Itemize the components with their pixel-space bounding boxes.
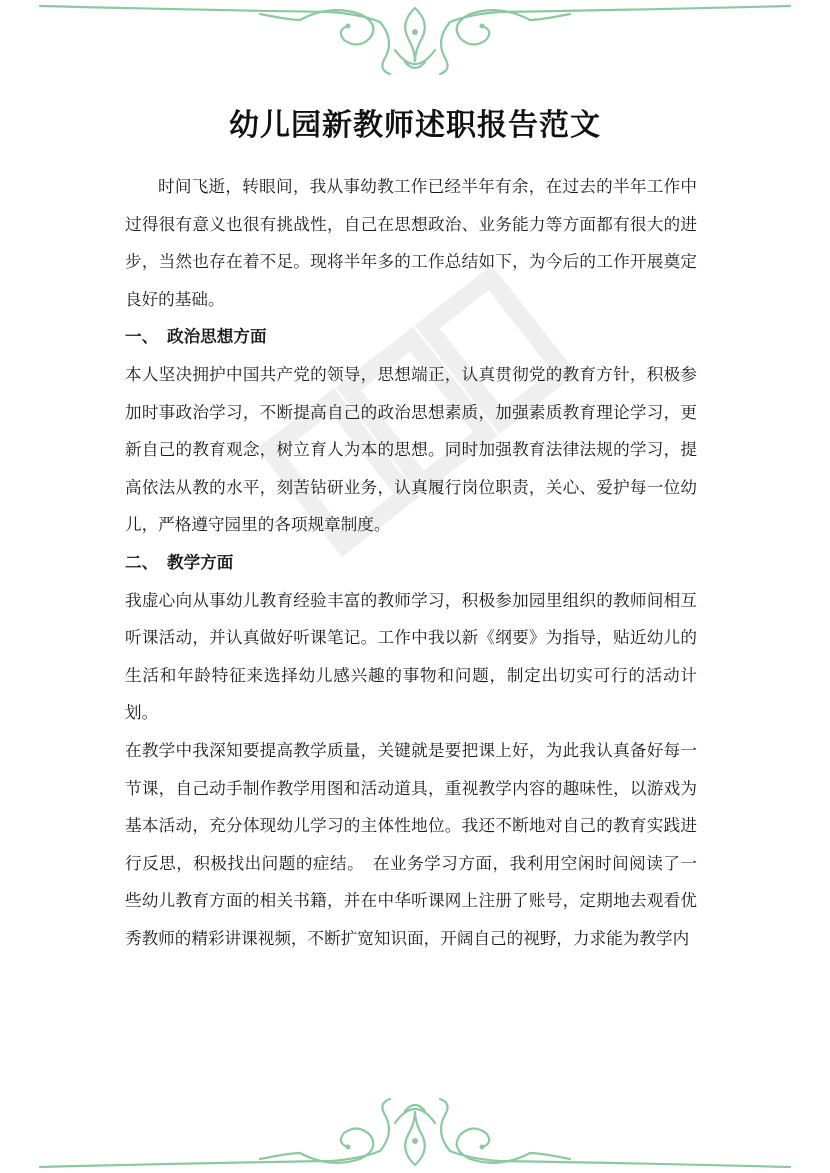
section-heading-text: 政治思想方面 (167, 327, 267, 347)
section-heading-text: 教学方面 (167, 552, 234, 572)
document-title: 幼儿园新教师述职报告范文 (229, 108, 601, 143)
section-number: 二、 (125, 552, 159, 572)
body-paragraph: 在教学中我深知要提高教学质量，关键就是要把课上好，为此我认真备好每一节课，自己动手制作教学用图和活动道具，重视教学内容的趣味性，以游戏为基本活动，充分体现幼儿学习的主体性地位。我还不断地对自己的教育实践进行反思，积极找出问题的症结。 在业务学习方面，我利用空闲时间阅读了一些幼儿教育方面的相关书籍，并在中华听课网上注册了账号，定期地去观看优秀教师的精彩讲课视频，不断扩宽知识面，开阔自己的视野，力求能为教学内 (125, 740, 697, 948)
section-heading (125, 318, 697, 356)
document-body (125, 168, 697, 957)
intro-paragraph: 时间飞逝，转眼间，我从事幼教工作已经半年有余，在过去的半年工作中过得很有意义也很有挑战性，自己在思想政治、业务能力等方面都有很大的进步，当然也存在着不足。现将半年多的工作总结如下，为今后的工作开展奠定良好的基础。 (125, 177, 697, 309)
body-paragraph: 我虚心向从事幼儿教育经验丰富的教师学习，积极参加园里组织的教师间相互听课活动，并认真做好听课笔记。工作中我以新《纲要》为指导，贴近幼儿的生活和年龄特征来选择幼儿感兴趣的事物和问题，制定出切实可行的活动计划。 (125, 590, 697, 723)
section-heading (125, 544, 697, 582)
top-floral-ornament-icon (0, 0, 830, 80)
body-paragraph: 本人坚决拥护中国共产党的领导，思想端正，认真贯彻党的教育方针，积极参加时事政治学习，不断提高自己的政治思想素质，加强素质教育理论学习，更新自己的教育观念，树立育人为本的思想。同时加强教育法律法规的学习，提高依法从教的水平，刻苦钻研业务，认真履行岗位职责，关心、爱护每一位幼儿，严格遵守园里的各项规章制度。 (125, 364, 697, 535)
bottom-floral-ornament-icon (0, 1093, 830, 1173)
section-number: 一、 (125, 327, 159, 347)
